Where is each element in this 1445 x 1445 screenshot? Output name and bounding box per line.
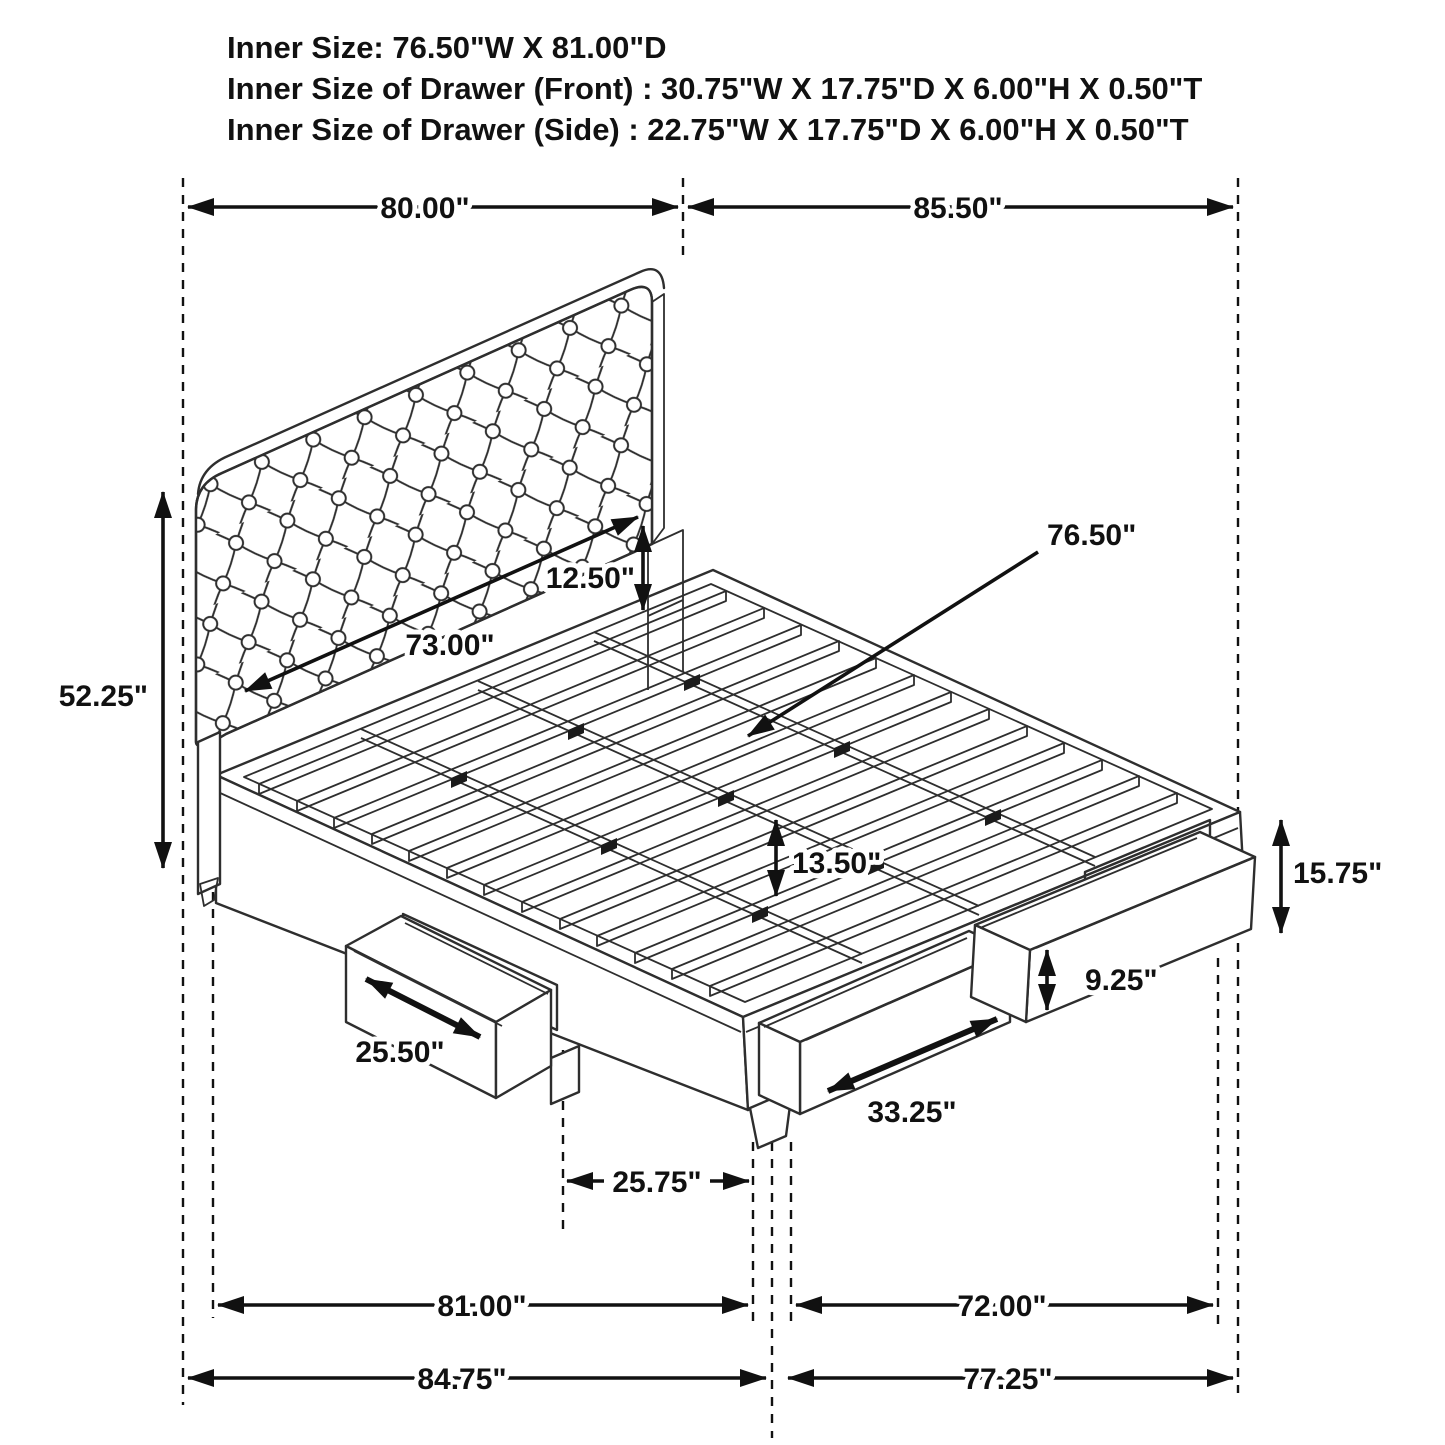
bed-frame-drawing [196, 269, 1255, 1148]
dim-label-headboard-panel-width: 73.00" [405, 629, 495, 662]
dim-label-side-overall-height: 15.75" [1293, 857, 1383, 890]
dim-label-headboard-height: 52.25" [58, 680, 148, 713]
left-rail-foot [551, 1046, 579, 1104]
dim-label-overall-length: 85.50" [913, 192, 1003, 225]
dim-label-foot-span: 72.00" [957, 1290, 1047, 1323]
drawer-side-size-line: Inner Size of Drawer (Side) : 22.75"W X 17.75"D X 6.00"H X 0.50"T [227, 112, 1189, 147]
dim-label-front-drawer-width: 33.25" [867, 1096, 957, 1129]
dim-label-slat-width: 76.50" [1047, 519, 1137, 552]
dim-label-headboard-clearance: 12.50" [545, 562, 635, 595]
drawer-front-size-line: Inner Size of Drawer (Front) : 30.75"W X 17.75"D X 6.00"H X 0.50"T [227, 71, 1203, 106]
dim-label-overall-depth: 84.75" [417, 1363, 507, 1396]
dim-label-side-drawer-width: 25.50" [355, 1036, 445, 1069]
headboard-right-edge [652, 294, 664, 544]
dim-label-overall-width: 80.00" [380, 192, 470, 225]
headboard-left-leg [198, 732, 220, 894]
dim-label-platform-height: 13.50" [792, 847, 882, 880]
inner-size-line: Inner Size: 76.50"W X 81.00"D [227, 30, 667, 65]
title-block [227, 30, 1202, 147]
dim-label-leg-inset: 25.75" [612, 1166, 702, 1199]
dim-label-base-depth: 81.00" [437, 1290, 527, 1323]
dim-label-foot-overall-span: 77.25" [963, 1363, 1053, 1396]
dim-label-drawer-front-height: 9.25" [1085, 964, 1158, 997]
